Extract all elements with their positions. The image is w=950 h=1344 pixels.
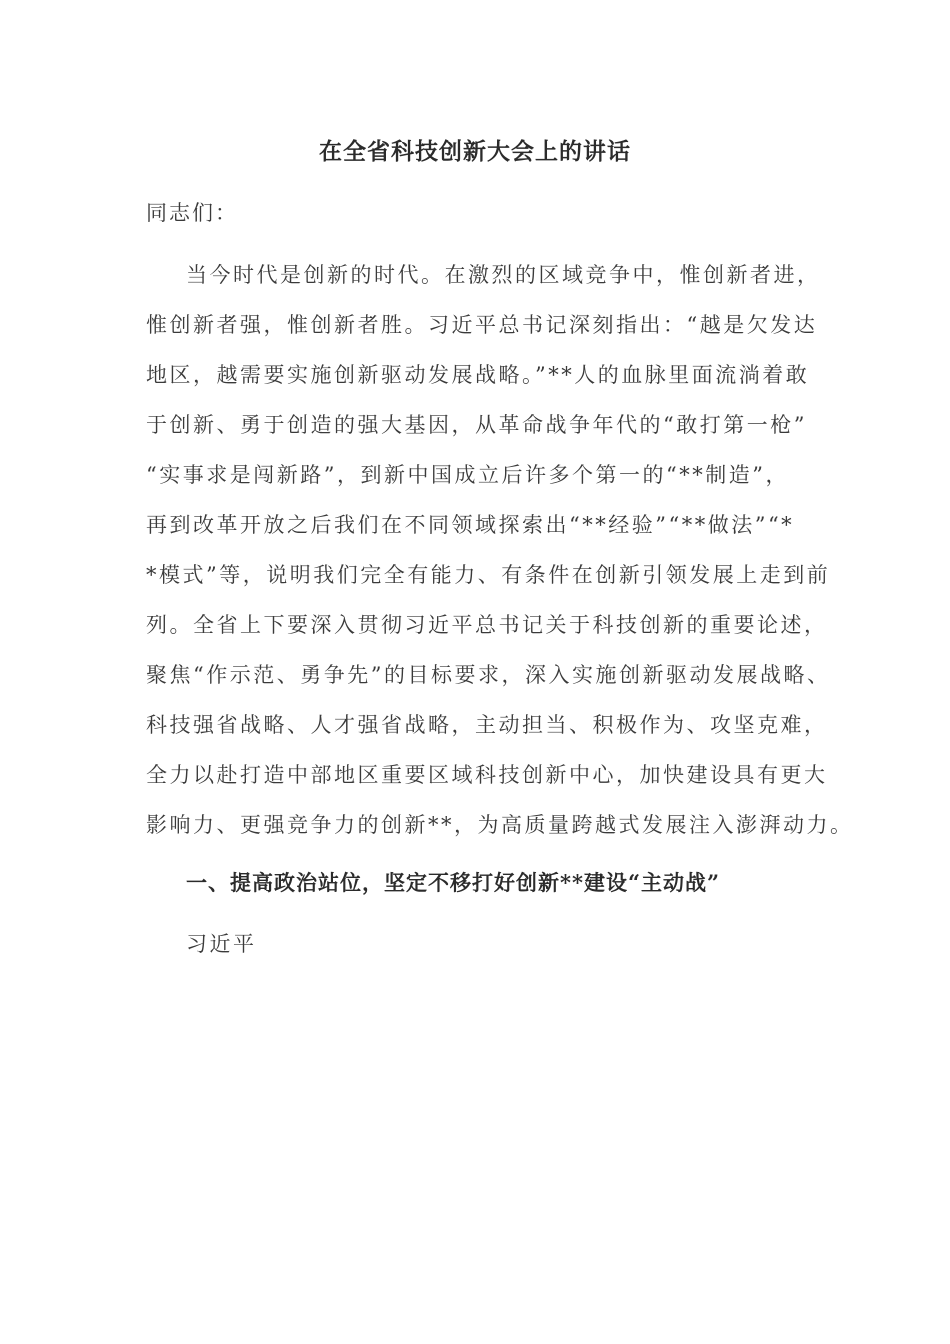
paragraph-line: 于创新、勇于创造的强大基因，从革命战争年代的“敢打第一枪”: [146, 413, 807, 437]
salutation: 同志们：: [146, 201, 238, 225]
paragraph-line: 列。全省上下要深入贯彻习近平总书记关于科技创新的重要论述，: [146, 613, 828, 637]
section-heading: 一、提高政治站位，坚定不移打好创新**建设“主动战”: [186, 870, 721, 895]
paragraph-line: 当今时代是创新的时代。在激烈的区域竞争中，惟创新者进，: [186, 263, 821, 287]
paragraph-line: 影响力、更强竞争力的创新**，为高质量跨越式发展注入澎湃动力。: [146, 813, 854, 837]
paragraph-line: 全力以赴打造中部地区重要区域科技创新中心，加快建设具有更大: [146, 763, 828, 787]
paragraph-line: *模式”等，说明我们完全有能力、有条件在创新引领发展上走到前: [146, 563, 831, 587]
paragraph-line: 聚焦“作示范、勇争先”的目标要求，深入实施创新驱动发展战略、: [146, 663, 831, 687]
paragraph-line: 再到改革开放之后我们在不同领域探索出“**经验”“**做法”“*: [146, 513, 795, 537]
paragraph-line: “实事求是闯新路”，到新中国成立后许多个第一的“**制造”，: [146, 463, 789, 487]
body-paragraph: [146, 258, 854, 858]
document-title: 在全省科技创新大会上的讲话: [319, 138, 631, 165]
trailing-text: 习近平: [186, 932, 257, 956]
paragraph-line: 惟创新者强，惟创新者胜。习近平总书记深刻指出：“越是欠发达: [146, 313, 818, 337]
paragraph-line: 科技强省战略、人才强省战略，主动担当、积极作为、攻坚克难，: [146, 713, 828, 737]
paragraph-line: 地区，越需要实施创新驱动发展战略。”**人的血脉里面流淌着敢: [146, 363, 810, 387]
